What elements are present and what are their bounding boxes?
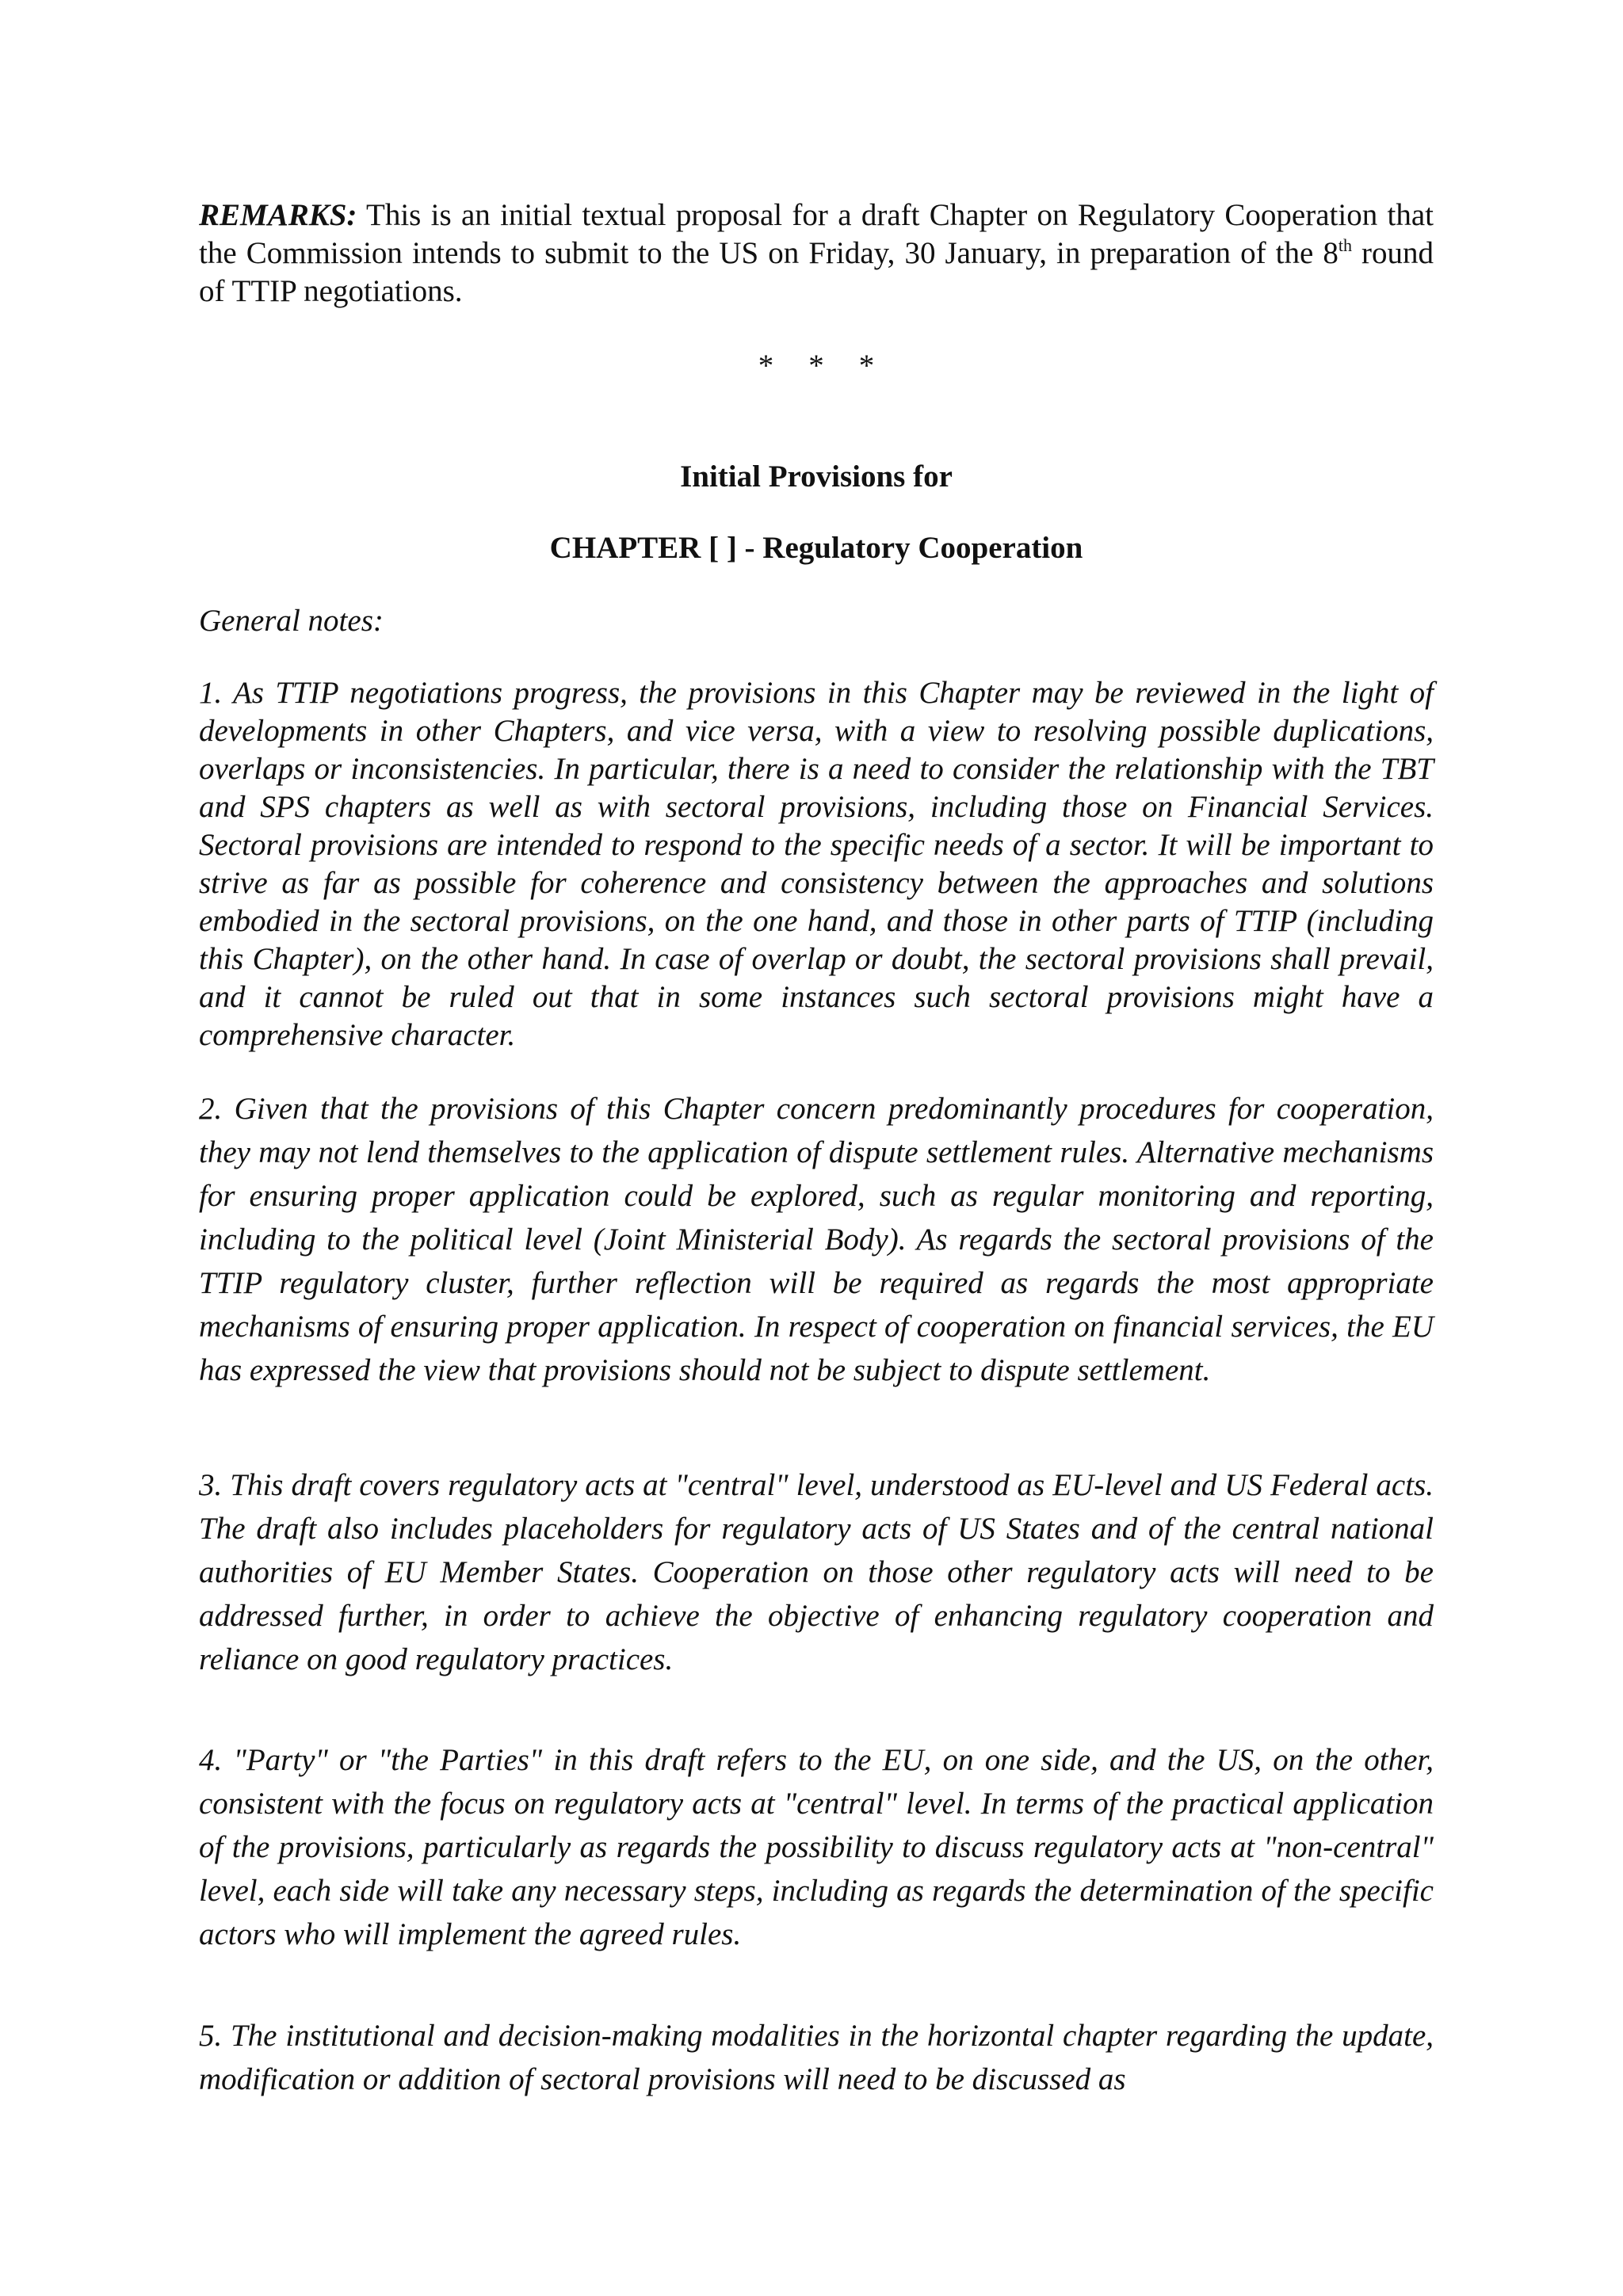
note-paragraph-1: 1. As TTIP negotiations progress, the provisions in this Chapter may be reviewed in the light of developments in other Chapters, and vice versa, with a view to resolving possible duplications, overlaps or inconsistencies. In particular, there is a need to consider the relationship with the TBT and SPS chapters as well as with sectoral provisions, including those on Financial Services. Sectoral provisions are intended to respond to the specific needs of a sector. It will be important to strive as far as possible for coherence and consistency between the approaches and solutions embodied in the sectoral provisions, on the one hand, and those in other parts of TTIP (including this Chapter), on the other hand. In case of overlap or doubt, the sectoral provisions shall prevail, and it cannot be ruled out that in some instances such sectoral provisions might have a comprehensive character.: [199, 676, 1434, 1052]
heading-line-1: Initial Provisions for: [680, 460, 953, 494]
page-content: [199, 196, 1434, 2096]
remarks-text-end: round of TTIP negotiations.: [199, 236, 1434, 308]
remarks-paragraph: [199, 196, 1434, 311]
note-paragraph-2: 2. Given that the provisions of this Chapter concern predominantly procedures for cooperation, they may not lend themselves to the application of dispute settlement rules. Alternative mechanisms for ensuring proper application could be explored, such as regular monitoring and reporting, including to the political level (Joint Ministerial Body). As regards the sectoral provisions of the TTIP regulatory cluster, further reflection will be required as regards the most appropriate mechanisms of ensuring proper application. In respect of cooperation on financial services, the EU has expressed the view that provisions should not be subject to dispute settlement.: [199, 1092, 1434, 1387]
note-paragraph-3: 3. This draft covers regulatory acts at "central" level, understood as EU-level and US Federal acts. The draft also includes placeholders for regulatory acts of US States and of the central national authorities of EU Member States. Cooperation on those other regulatory acts will need to be addressed further, in order to achieve the objective of enhancing regulatory cooperation and reliance on good regulatory practices.: [199, 1468, 1434, 1676]
separator-star: *: [758, 349, 774, 383]
ordinal-suffix: th: [1338, 235, 1352, 255]
note-paragraph-5: 5. The institutional and decision-making modalities in the horizontal chapter regarding the update, modification or addition of sectoral provisions will need to be discussed as: [199, 2019, 1434, 2096]
note-paragraph-4: 4. "Party" or "the Parties" in this draft refers to the EU, on one side, and the US, on the other, consistent with the focus on regulatory acts at "central" level. In terms of the practical application of the provisions, particularly as regards the possibility to discuss regulatory acts at "non-central" level, each side will take any necessary steps, including as regards the determination of the specific actors who will implement the agreed rules.: [199, 1743, 1434, 1951]
remarks-label: REMARKS:: [199, 198, 357, 232]
chapter-title: CHAPTER [ ] - Regulatory Cooperation: [549, 531, 1083, 565]
general-notes-label: General notes:: [199, 604, 384, 638]
remarks-text: This is an initial textual proposal for a draft Chapter on Regulatory Cooperation that the Commission intends to submit to the US on Friday, 30 January, in preparation of the 8: [199, 198, 1434, 270]
section-separator: [199, 347, 1434, 385]
separator-star: *: [808, 349, 824, 383]
separator-star: *: [858, 349, 875, 383]
